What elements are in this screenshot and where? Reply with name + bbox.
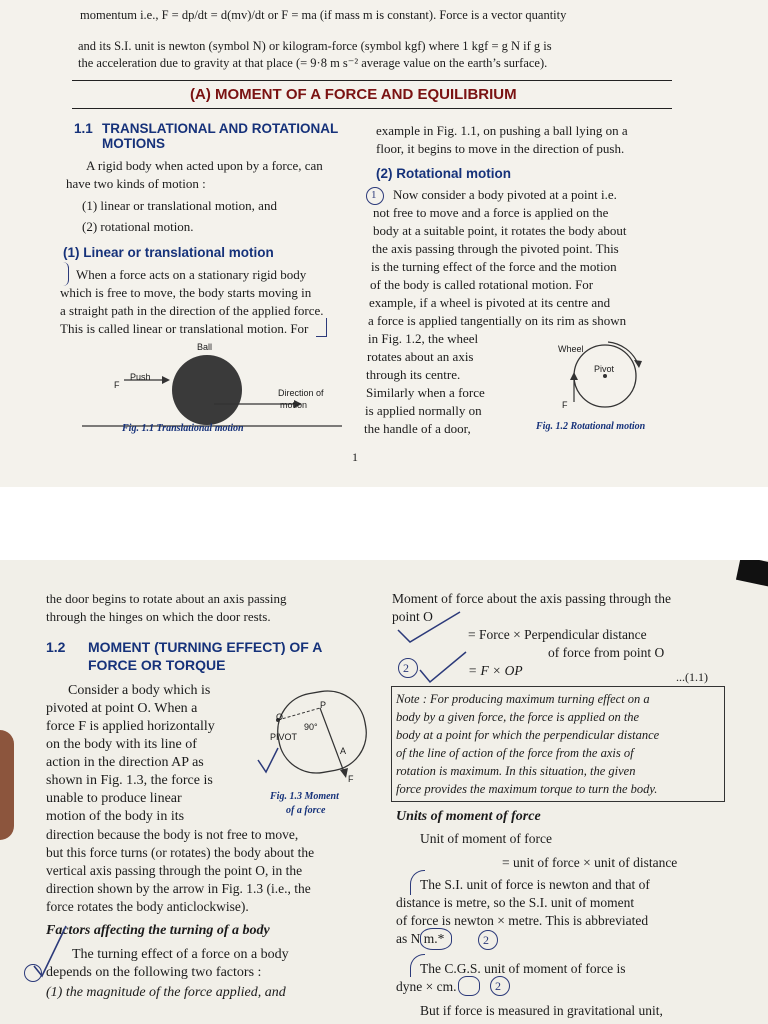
textbook-page-1 bbox=[0, 0, 768, 487]
pen-circle-mark bbox=[490, 976, 510, 996]
heading-1-1-cont: MOTIONS bbox=[102, 136, 165, 151]
paragraph-line: is the turning effect of the force and the motion bbox=[371, 259, 617, 274]
paragraph-line: A rigid body when acted upon by a force, can bbox=[86, 158, 323, 173]
paragraph-line: (1) the magnitude of the force applied, and bbox=[46, 985, 286, 1000]
pen-mark-text: 2 bbox=[495, 979, 501, 993]
figure-caption: Fig. 1.2 Rotational motion bbox=[536, 421, 646, 432]
heading-1-2: MOMENT (TURNING EFFECT) OF A bbox=[88, 639, 323, 655]
paragraph-line: Moment of force about the axis passing through the bbox=[392, 591, 671, 606]
paragraph-line: have two kinds of motion : bbox=[66, 176, 206, 191]
paragraph-line: But if force is measured in gravitational unit, bbox=[420, 1003, 663, 1018]
title-rule-top bbox=[72, 80, 672, 81]
page-number: 1 bbox=[352, 450, 358, 464]
label-90: 90° bbox=[304, 722, 318, 732]
list-item: (2) rotational motion. bbox=[82, 219, 194, 234]
paragraph-line: the axis passing through the pivoted point. This bbox=[372, 241, 619, 256]
gravity-line: the acceleration due to gravity at that place (= 9·8 m s⁻² average value on the earth’s surface). bbox=[78, 56, 548, 70]
paragraph-line: Similarly when a force bbox=[366, 385, 485, 400]
figure-caption: Fig. 1.1 Translational motion bbox=[122, 423, 244, 434]
factors-heading: Factors affecting the turning of a body bbox=[46, 923, 270, 938]
paragraph-line: through its centre. bbox=[366, 367, 461, 382]
page-corner-shadow bbox=[736, 560, 768, 588]
paragraph-line: which is free to move, the body starts moving in bbox=[60, 285, 312, 300]
heading-1-2-cont: FORCE OR TORQUE bbox=[88, 657, 226, 673]
equation-line: = F × OP bbox=[468, 663, 523, 678]
figure-caption-cont: of a force bbox=[286, 805, 326, 816]
label-wheel: Wheel bbox=[558, 344, 584, 354]
paragraph-line: example, if a wheel is pivoted at its centre and bbox=[369, 295, 611, 310]
paragraph-line: of the body is called rotational motion. For bbox=[370, 277, 594, 292]
figure-caption: Fig. 1.3 Moment bbox=[270, 791, 339, 802]
pen-circle-mark bbox=[24, 964, 42, 982]
note-line: rotation is maximum. In this situation, the given bbox=[396, 764, 636, 778]
paragraph-line: floor, it begins to move in the direction of push. bbox=[376, 141, 625, 156]
paragraph-line: distance is metre, so the S.I. unit of moment bbox=[396, 895, 635, 910]
pen-check-mark bbox=[418, 650, 468, 686]
pen-circle-mark bbox=[398, 658, 418, 678]
paragraph-line: direction because the body is not free to move, bbox=[46, 827, 299, 842]
label-pivot: PIVOT bbox=[270, 732, 298, 742]
textbook-page-2 bbox=[0, 560, 768, 1024]
pen-mark-text: 2 bbox=[403, 661, 409, 675]
units-heading: Units of moment of force bbox=[396, 809, 541, 824]
pen-bracket-mark bbox=[316, 318, 327, 337]
paragraph-line: force rotates the body anticlockwise). bbox=[46, 899, 249, 914]
note-line: of the line of action of the force from the axis of bbox=[396, 746, 634, 760]
note-line: force provides the maximum torque to turn the body. bbox=[396, 782, 658, 796]
paragraph-line: vertical axis passing through the point O, in the bbox=[46, 863, 303, 878]
label-p: P bbox=[320, 700, 327, 710]
paragraph-line: unable to produce linear bbox=[46, 791, 182, 806]
paragraph-line: body at a suitable point, it rotates the body about bbox=[373, 223, 627, 238]
paragraph-line: The turning effect of a force on a body bbox=[72, 947, 289, 962]
paragraph-line: the door begins to rotate about an axis passing bbox=[46, 591, 287, 606]
paragraph-line: a straight path in the direction of the applied force. bbox=[60, 303, 324, 318]
pen-mark-text: 2 bbox=[483, 933, 489, 947]
label-o: O bbox=[276, 712, 284, 722]
paragraph-line: The C.G.S. unit of moment of force is bbox=[420, 961, 626, 976]
note-line: body by a given force, the force is applied on the bbox=[396, 710, 640, 724]
paragraph-line: rotates about an axis bbox=[367, 349, 474, 364]
equation-line: = unit of force × unit of distance bbox=[502, 855, 678, 870]
pen-circle-mark bbox=[458, 976, 480, 996]
note-line: body at a point for which the perpendicular distance bbox=[396, 728, 660, 742]
paragraph-line: on the body with its line of bbox=[46, 737, 197, 752]
paragraph-line: a force is applied tangentially on its rim as shown bbox=[368, 313, 627, 328]
paragraph-line: in Fig. 1.2, the wheel bbox=[368, 331, 479, 346]
paragraph-line: of force is newton × metre. This is abbreviated bbox=[396, 913, 649, 928]
subheading-linear: (1) Linear or translational motion bbox=[63, 245, 274, 260]
unit-line: and its S.I. unit is newton (symbol N) or kilogram-force (symbol kgf) where 1 kgf = g N if g is bbox=[78, 39, 552, 53]
paragraph-line: dyne × cm. bbox=[396, 979, 457, 994]
figure-1-2 bbox=[530, 338, 680, 438]
finger-shadow bbox=[0, 730, 14, 840]
momentum-line: momentum i.e., F = dp/dt = d(mv)/dt or F = ma (if mass m is constant). Force is a vector quantity bbox=[80, 8, 567, 22]
paragraph-line: force F is applied horizontally bbox=[46, 719, 215, 734]
paragraph-line: Unit of moment of force bbox=[420, 831, 552, 846]
label-f: F bbox=[562, 400, 568, 410]
paragraph-line: point O bbox=[392, 609, 433, 624]
paragraph-line: When a force acts on a stationary rigid body bbox=[76, 267, 307, 282]
paragraph-line: not free to move and a force is applied on the bbox=[373, 205, 609, 220]
equation-line: = Force × Perpendicular distance bbox=[468, 627, 647, 642]
paragraph-line: example in Fig. 1.1, on pushing a ball lying on a bbox=[376, 123, 628, 138]
paragraph-line: motion of the body in its bbox=[46, 809, 185, 824]
equation-line: of force from point O bbox=[548, 645, 665, 660]
label-pivot: Pivot bbox=[594, 364, 615, 374]
label-ball: Ball bbox=[197, 342, 213, 352]
label-push: Push bbox=[130, 372, 151, 382]
section-title: (A) MOMENT OF A FORCE AND EQUILIBRIUM bbox=[190, 86, 517, 103]
paragraph-line: through the hinges on which the door rests. bbox=[46, 609, 271, 624]
paragraph-line: Consider a body which is bbox=[68, 683, 211, 698]
title-rule-bottom bbox=[72, 108, 672, 109]
paragraph-line: as N m.* bbox=[396, 931, 445, 946]
list-item: (1) linear or translational motion, and bbox=[82, 198, 277, 213]
paragraph-line: direction shown by the arrow in Fig. 1.3 (i.e., the bbox=[46, 881, 311, 896]
label-f: F bbox=[348, 774, 354, 784]
note-line: Note : For producing maximum turning effect on a bbox=[396, 692, 650, 706]
pen-bracket-mark bbox=[60, 262, 69, 286]
figure-1-1 bbox=[62, 340, 362, 440]
label-a: A bbox=[340, 746, 347, 756]
label-f: F bbox=[114, 380, 120, 390]
pen-circle-mark bbox=[366, 187, 384, 205]
paragraph-line: depends on the following two factors : bbox=[46, 965, 262, 980]
pen-circle-mark bbox=[420, 928, 452, 950]
paragraph-line: shown in Fig. 1.3, the force is bbox=[46, 773, 213, 788]
paragraph-line: Now consider a body pivoted at a point i.e. bbox=[393, 187, 617, 202]
paragraph-line: but this force turns (or rotates) the body about the bbox=[46, 845, 315, 860]
figure-1-3 bbox=[256, 690, 381, 820]
paragraph-line: This is called linear or translational motion. For bbox=[60, 321, 309, 336]
subheading-rotational: (2) Rotational motion bbox=[376, 166, 511, 181]
label-direction: Direction of bbox=[278, 388, 324, 398]
pen-mark-text: 1 bbox=[371, 189, 377, 201]
pen-check-mark bbox=[394, 610, 464, 650]
paragraph-line: the handle of a door, bbox=[364, 421, 471, 436]
heading-1-2-number: 1.2 bbox=[46, 639, 66, 655]
paragraph-line: The S.I. unit of force is newton and that of bbox=[420, 877, 650, 892]
paragraph-line: action in the direction AP as bbox=[46, 755, 204, 770]
equation-number: ...(1.1) bbox=[676, 670, 708, 684]
heading-1-1: TRANSLATIONAL AND ROTATIONAL bbox=[102, 121, 339, 136]
pen-circle-mark bbox=[478, 930, 498, 950]
paragraph-line: pivoted at point O. When a bbox=[46, 701, 198, 716]
label-motion: motion bbox=[280, 400, 308, 410]
paragraph-line: is applied normally on bbox=[365, 403, 482, 418]
heading-1-1-number: 1.1 bbox=[74, 121, 93, 136]
